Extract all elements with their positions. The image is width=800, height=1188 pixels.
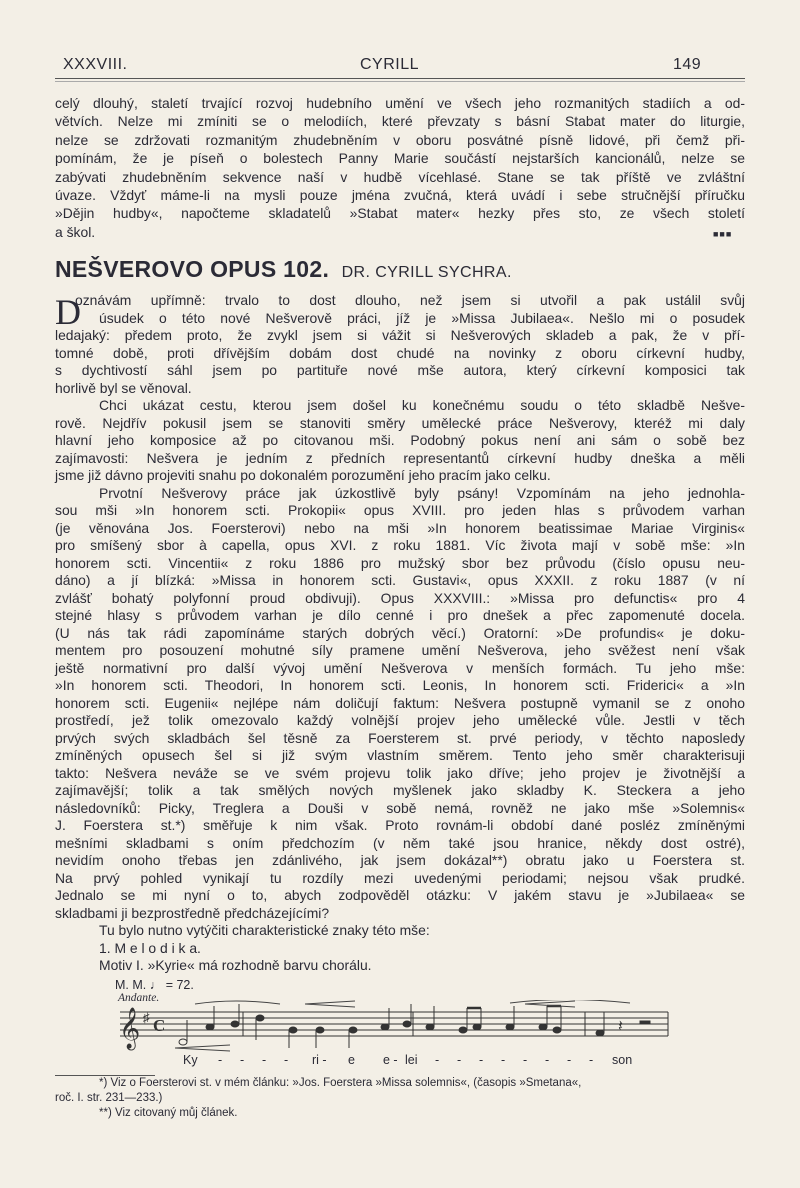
text-line: skladbami ji bezprostředně předcházejícími?: [55, 904, 330, 921]
music-staff: [115, 1000, 675, 1056]
text-line: pro smíšený sbor à capella, opus XVI. z roku 1881. Víc života mají v sobě mše: »In: [55, 537, 745, 553]
footnote-rule: [55, 1075, 155, 1076]
text-line: mentem pro posouzení mohutné síly pramene umění Nešverova, jeho svěžest není však: [55, 642, 745, 658]
text-line: ještě normativní pro další vývoj umění Nešverova v menších formách. Tu jeho mše:: [55, 659, 745, 676]
text-line: takto: Nešvera neváže se ve svém projevu tolik jako dříve; jeho projev je životnější a: [55, 764, 745, 781]
text-line: zmíněných opusech šel si již svým vlastním směrem. Tento jeho směr charakterisuji: [55, 747, 745, 763]
text-line: honorem scti. Vincentii« z roku 1886 pro mužský sbor bez průvodu (číslo opusu neu-: [55, 554, 745, 571]
text-line: tomné době, proti dřívějším dobám dost chudé na novinky z oboru církevní hudby,: [55, 344, 745, 361]
journal-name: CYRILL: [360, 56, 420, 73]
text-line: horlivě byl se věnoval.: [55, 379, 192, 396]
lyric-syllable: -: [284, 1053, 289, 1067]
text-line: mešními skladbami s oním předchozím (v něm také jsou hranice, někdy dost ostré),: [55, 834, 745, 851]
lyric-syllable: Ky: [183, 1053, 198, 1067]
lyric-syllable: -: [567, 1053, 572, 1067]
footnote-1: *) Viz o Foersterovi st. v mém článku: »Jos. Foerstera »Missa solemnis«, (časopis »Smetana«,: [99, 1077, 582, 1089]
text-line: Tu bylo nutno vytýčiti charakteristické znaky této mše:: [99, 922, 430, 938]
volume-number: XXXVIII.: [63, 56, 128, 73]
text-line: (je věnována Jos. Foersterovi) nebo na mši »In honorem beatissimae Mariae Virginis«: [55, 519, 745, 536]
text-line: (U nás tak rádi zapomínáme starých dobrých věcí.) Oratorní: »De profundis« je doku-: [55, 624, 745, 641]
footnote-2: **) Viz citovaný můj článek.: [99, 1107, 238, 1119]
text-line: s dychtivostí sáhl jsem po partituře nové mše autora, který církevní komposici tak: [55, 362, 745, 378]
running-header: [55, 56, 745, 76]
article-author: DR. CYRILL SYCHRA.: [341, 264, 512, 281]
tempo-marking: Andante.: [118, 992, 160, 1004]
text-line: Na prvý pohled vynikají tu rozdíly mezi uvedenými periodami; nejsou však prudké.: [55, 869, 745, 886]
lyric-syllable: -: [589, 1053, 594, 1067]
text-line: nelze se zdržovati rozmanitým zhudebněním v oboru posvátné písně lidové, při čemž při-: [55, 131, 745, 148]
text-line: prostředí, jež tolik omezovalo každý volnější projev jeho umělecké vůle. Jestli v těch: [55, 712, 745, 728]
lyric-syllable: -: [501, 1053, 506, 1067]
rest-icon: 𝄽: [618, 1018, 623, 1035]
lyric-syllable: ri -: [312, 1053, 327, 1067]
lyric-syllable: -: [262, 1053, 267, 1067]
text-line: Jednalo se mi nyní o to, abych zodpověděl otázku: V jakém stavu je »Jubilaea« se: [55, 887, 745, 903]
text-line: prvých svých skladbách šel těsně za Foersterem st. prvé periody, v těchto naposledy: [55, 729, 745, 746]
text-line: pomínám, že je píseň o bolestech Panny Marie součástí nejstarších kancionálů, nelze se: [55, 150, 745, 167]
text-line: zajímavější; tolik a tak smělých nových myšlenek jako skladby K. Steckera a jeho: [55, 782, 745, 798]
text-line: stejné hlasy s průvodem varhan je dílo cenné i pro dnešek a přec zapomenuté docela.: [55, 607, 745, 623]
text-line: následovníků: Picky, Treglera a Douši v sobě nemá, rovněž ne jako mše »Solemnis«: [55, 799, 745, 816]
drop-cap: D: [55, 292, 81, 332]
text-line: Chci ukázat cestu, kterou jsem došel ku konečnému soudu o této skladbě Nešve-: [99, 397, 745, 413]
text-line: »Dějin hudby«, napočteme skladatelů »Stabat mater« hezky přes sto, ze všech století: [55, 205, 745, 222]
page-number: 149: [673, 56, 702, 73]
text-line: J. Foerstera st.*) směřuje k nim však. Proto rovnám-li období dané posléz zmíněnými: [55, 817, 745, 833]
lyric-syllable: -: [218, 1053, 223, 1067]
article-heading: [55, 256, 512, 283]
header-rule: [55, 78, 745, 79]
metronome-marking: M. M. ♩ = 72.: [115, 978, 194, 992]
text-line: nevidím onoho třebas jen zdánlivého, jak jsem dokázal**) obratu jako u Foerstera st.: [55, 852, 745, 868]
footnote-1-cont: roč. I. str. 231—233.): [55, 1092, 163, 1104]
lyric-syllable: -: [435, 1053, 440, 1067]
lyric-syllable: e -: [383, 1053, 398, 1067]
text-line: zvlášť bohatý polyfonní proud obdivuji). Opus XXXVIII.: »Missa pro defunctis« pro 4: [55, 589, 745, 606]
music-notes: [179, 1004, 650, 1048]
text-line: jsme již dávno projeviti snahu po dokonalém porozumění jeho pracím jako celku.: [55, 467, 551, 483]
article-body: [55, 292, 745, 975]
lyric-syllable: -: [545, 1053, 550, 1067]
text-line: úsudek o této nové Nešverově práci, jíž je »Missa Jubilaea«. Nešlo mi o posudek: [99, 309, 745, 326]
key-signature-icon: ♯: [143, 1010, 150, 1025]
text-line: honorem scti. Eugenii« nejlépe nám doličují faktum: Nešvera postupně vymanil se z onoho: [55, 694, 745, 711]
text-line: zajímavosti: Nešvera je jedním z předních representantů církevní hudby dneška a měli: [55, 449, 745, 466]
lyric-syllable: -: [457, 1053, 462, 1067]
text-line: zabývati zhudebněním sekvence naší v hudbě vícehlasé. Stane se tak příště ve zvláštní: [55, 168, 745, 185]
text-line: celý dlouhý, staletí trvající rozvoj hudebního umění ve všech jeho rozmanitých stadiích a od-: [55, 95, 745, 111]
text-line: Motiv I. »Kyrie« má rozhodně barvu chorálu.: [99, 957, 372, 973]
text-line: větvích. Nelze mi zmíniti se o melodiích, které převzaty s básní Stabat mater do liturgie,: [55, 113, 745, 130]
text-line: ledajaký: předem proto, že zvykl jsem si vážit si Nešverových skladeb a pak, že v pří-: [55, 327, 745, 343]
lyric-syllable: e: [348, 1053, 355, 1067]
text-line: úvaze. Vždyť máme-li na mysli pouze jména zvučná, která uvádí i sebe stručnější příručku: [55, 186, 745, 203]
text-line: rově. Nejdřív pokusil jsem se stanoviti směry umělecké práce Nešverovy, kteréž mi daly: [55, 414, 745, 431]
time-signature-icon: C: [153, 1016, 166, 1035]
intro-paragraph: [55, 94, 745, 241]
treble-clef-icon: 𝄞: [119, 1008, 141, 1049]
lyric-syllable: lei: [405, 1053, 418, 1067]
text-line: Prvotní Nešverovy práce jak úzkostlivě byly psány! Vzpomínám na jeho jednohla-: [99, 484, 745, 501]
text-line: dáno) a jí blízká: »Missa in honorem scti. Gustavi«, opus XXXII. z roku 1887 (v ní: [55, 572, 745, 588]
lyric-syllable: -: [523, 1053, 528, 1067]
text-line: 1. M e l o d i k a.: [99, 939, 201, 956]
text-line: a škol.: [55, 223, 96, 240]
lyric-syllable: -: [479, 1053, 484, 1067]
text-line: sou mši »In honorem scti. Prokopii« opus XVIII. pro jeden hlas s průvodem varhan: [55, 502, 745, 518]
text-line: hlavní jeho komposice až po citovanou mši. Podobný pokus není ani sám o sobě bez: [55, 432, 745, 448]
text-line: »In honorem scti. Theodori, In honorem scti. Leonis, In honorem scti. Friderici« a »In: [55, 677, 745, 693]
header-rule-thin: [55, 81, 745, 82]
article-title: NEŠVEROVO OPUS 102.: [55, 256, 330, 282]
text-line: oznávám upřímně: trvalo to dost dlouho, než jsem si utvořil a pak ustálil svůj: [75, 292, 745, 308]
lyric-syllable: son: [612, 1053, 633, 1067]
end-mark: ■■■: [713, 229, 733, 239]
lyric-syllable: -: [240, 1053, 245, 1067]
